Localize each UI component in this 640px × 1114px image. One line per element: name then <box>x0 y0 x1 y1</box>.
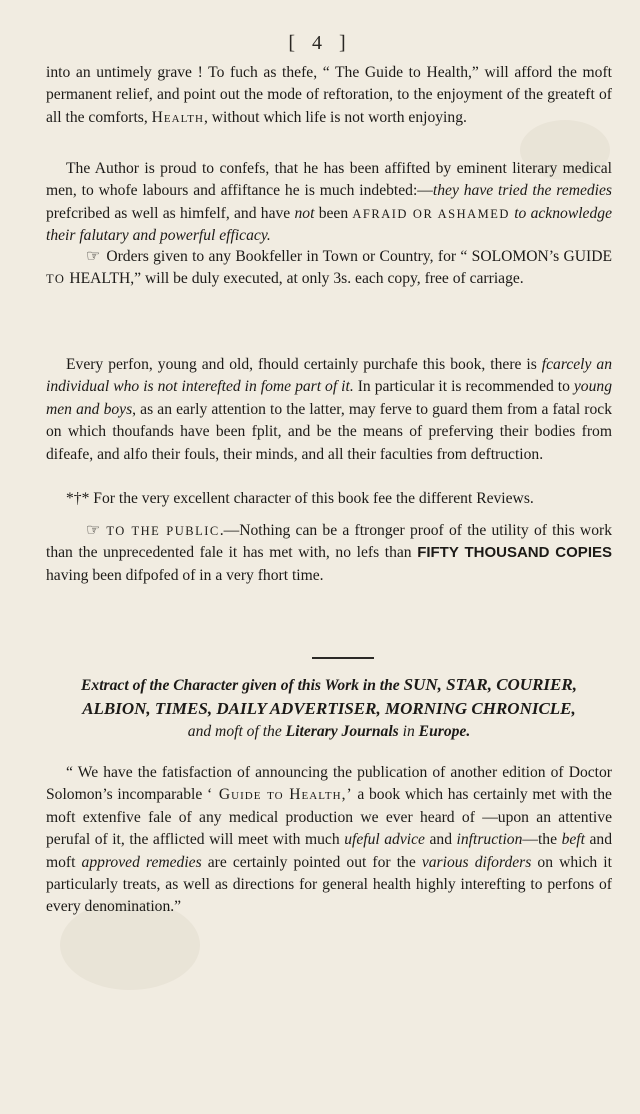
paragraph-intro <box>46 62 612 129</box>
text: “ We have the fatisfaction of announcing the publication of another edition of Doctor Solomon’s incomparable <box>46 764 612 804</box>
italic-text: ufeful advice <box>344 831 425 849</box>
heading-text: and moft of the <box>187 723 286 740</box>
heading-text: in <box>398 723 419 740</box>
text: and moft <box>46 831 613 871</box>
caps-text: ‘ Guide to Health,’ <box>206 786 353 804</box>
heading-text: Literary Journals <box>285 723 399 740</box>
asterism-mark: *†* <box>66 490 90 507</box>
text: Orders given to any Bookfeller in Town or Country, for “ SOLOMON’s GUIDE <box>106 248 612 265</box>
italic-text: young men and boys <box>46 378 612 418</box>
italic-text: inftruction <box>456 831 523 849</box>
heading-line-2 <box>46 698 612 722</box>
caps-text: TO THE PUBLIC <box>106 524 220 538</box>
heading-line-1 <box>46 674 612 698</box>
paragraph-reviews <box>46 488 612 510</box>
paragraph-author <box>46 158 612 248</box>
italic-text: beft <box>561 831 585 849</box>
bold-text: FIFTY THOUSAND COPIES <box>417 544 612 562</box>
text: .—Nothing can be a ftronger proof of the utility of this work than the unprecedented fale it has met with, no lefs than <box>46 522 612 562</box>
paragraph-every-person <box>46 354 612 466</box>
review-quote <box>46 762 612 919</box>
extract-heading <box>46 674 612 744</box>
caps-text: TO <box>46 272 66 287</box>
text: a book which has certainly met with the moft extenfive fale of any medical production we ever heard of —upon an attentive perufal of it, the afflicted will meet with much <box>46 786 612 849</box>
paragraph-public <box>46 520 612 587</box>
text: are certainly pointed out for the <box>201 853 422 871</box>
page-number: [ 4 ] <box>288 32 352 54</box>
italic-text: to acknowledge their falutary and powerful efficacy. <box>46 204 612 245</box>
heading-journals: ALBION, TIMES, DAILY ADVERTISER, MORNING CHRONICLE, <box>82 698 576 718</box>
text: HEALTH,” will be duly executed, at only 3s. each copy, free of carriage. <box>65 270 524 288</box>
text: prefcribed as well as himfelf, and have <box>46 204 295 222</box>
pointing-hand-icon: ☞ <box>86 248 101 265</box>
text: , as an early attention to the latter, may ferve to guard them from a fatal rock on which thoufands have been fplit, and be the means of preferving their bodies from difeafe, and alfo their fouls, their minds, and all their faculties from deftruction. <box>46 400 612 463</box>
text: and <box>424 831 457 849</box>
text: having been difpofed of in a very fhort time. <box>46 566 324 584</box>
italic-text: fcarcely an individual who is not interefted in fome part of it. <box>46 356 612 396</box>
text: In particular it is recommended to <box>353 378 574 396</box>
pointing-hand-icon: ☞ <box>86 522 101 539</box>
italic-text: various diforders <box>421 853 532 871</box>
italic-text: they have tried the remedies <box>432 182 612 200</box>
italic-text: not <box>294 204 315 222</box>
health-word: Health <box>151 108 204 126</box>
divider-rule <box>312 657 374 659</box>
text: For the very excellent character of this book fee the different Reviews. <box>93 490 534 507</box>
text: on which it particularly treats, as well as directions for general health highly interefting to perfons of every denomination.” <box>46 853 612 916</box>
heading-text: Europe. <box>418 723 471 740</box>
text: —the <box>522 831 562 849</box>
text: been <box>314 204 353 222</box>
text: The Author is proud to confefs, that he has been affifted by eminent literary medical men, to whofe labours and affiftance he is much indebted:— <box>46 160 612 200</box>
caps-text: AFRAID OR ASHAMED <box>352 206 510 221</box>
heading-line-3 <box>46 721 612 744</box>
heading-journals: SUN, STAR, COURIER, <box>403 675 577 694</box>
text: , without which life is not worth enjoying. <box>203 108 467 126</box>
paragraph-orders <box>46 246 612 291</box>
text: Every perfon, young and old, fhould certainly purchafe this book, there is <box>66 356 542 373</box>
heading-text: Extract of the Character given of this Work in the <box>81 677 404 694</box>
italic-text: approved remedies <box>81 853 202 871</box>
text: into an untimely grave ! To fuch as thefe, “ The Guide to Health,” will afford the moft permanent relief, and point out the mode of reftoration, to the enjoyment of the greateft of all the comforts, <box>46 64 612 126</box>
